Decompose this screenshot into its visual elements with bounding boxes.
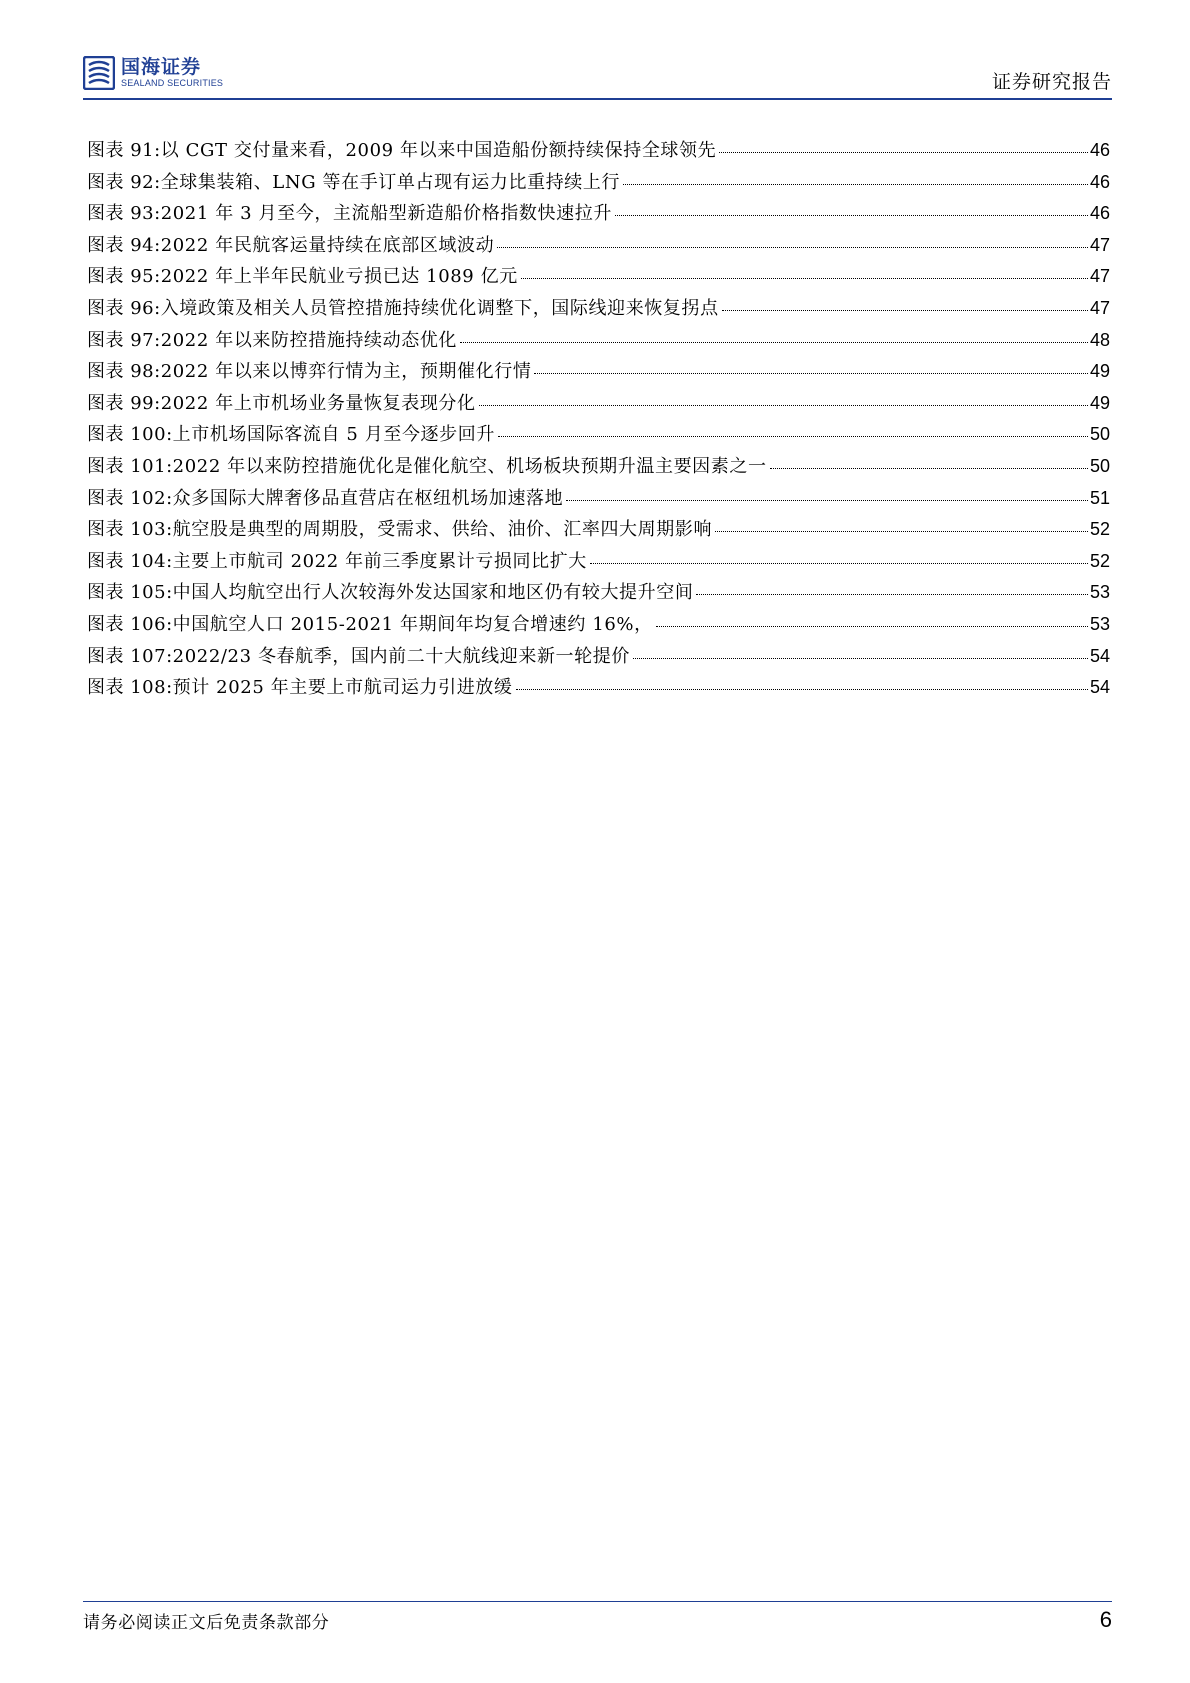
toc-entry[interactable] (87, 547, 1110, 579)
toc-dot-leader (460, 342, 1088, 343)
toc-entry-label: 图表 107: (87, 645, 173, 667)
toc-entry-label: 图表 103: (87, 519, 173, 541)
toc-entry-title: 预计 2025 年主要上市航司运力引进放缓 (172, 677, 513, 699)
toc-entry-label: 图表 91: (87, 140, 161, 161)
toc-entry-page: 46 (1089, 171, 1110, 192)
toc-entry-label: 图表 108: (87, 677, 173, 699)
toc-entry-title: 入境政策及相关人员管控措施持续优化调整下，国际线迎来恢复拐点 (160, 297, 719, 319)
toc-entry[interactable] (87, 515, 1110, 547)
page-header (83, 52, 1112, 98)
toc-entry-title: 2022 年以来防控措施优化是催化航空、机场板块预期升温主要因素之一 (172, 455, 767, 477)
toc-entry-label: 图表 100: (87, 424, 173, 446)
disclaimer-note: 请务必阅读正文后免责条款部分 (83, 1613, 330, 1633)
toc-entry-page: 46 (1089, 203, 1110, 224)
toc-entry-page: 50 (1089, 424, 1110, 445)
toc-entry-title: 2022 年上半年民航业亏损已达 1089 亿元 (160, 266, 518, 288)
toc-dot-leader (516, 689, 1088, 690)
toc-dot-leader (633, 658, 1088, 659)
toc-entry-label: 图表 98: (87, 361, 161, 383)
toc-entry-title: 2022 年上市机场业务量恢复表现分化 (160, 392, 476, 414)
toc-entry-label: 图表 106: (87, 613, 173, 635)
toc-entry-label: 图表 102: (87, 487, 173, 509)
toc-entry-label: 图表 93: (87, 203, 161, 225)
toc-entry-title: 2022 年以来防控措施持续动态优化 (160, 329, 458, 351)
toc-entry[interactable] (87, 294, 1110, 326)
toc-entry-title: 众多国际大牌奢侈品直营店在枢纽机场加速落地 (172, 487, 564, 509)
toc-entry-page: 46 (1089, 140, 1110, 160)
toc-entry-label: 图表 94: (87, 234, 161, 256)
figure-index-list (87, 136, 1110, 705)
sealand-logo-icon (83, 56, 115, 90)
report-type-label: 证券研究报告 (991, 71, 1112, 93)
toc-dot-leader (722, 310, 1088, 311)
toc-entry-page: 47 (1089, 266, 1110, 287)
toc-dot-leader (590, 563, 1088, 564)
toc-entry-title: 2022 年民航客运量持续在底部区域波动 (160, 234, 495, 256)
toc-entry-page: 53 (1089, 613, 1110, 634)
toc-entry-page: 50 (1089, 455, 1110, 476)
company-logo (83, 56, 223, 94)
toc-entry-title: 全球集装箱、LNG 等在手订单占现有运力比重持续上行 (160, 171, 621, 193)
toc-dot-leader (656, 626, 1088, 627)
toc-entry-label: 图表 96: (87, 297, 161, 319)
toc-entry[interactable] (87, 262, 1110, 294)
toc-entry-page: 51 (1089, 487, 1110, 508)
toc-dot-leader (566, 500, 1088, 501)
toc-entry[interactable] (87, 578, 1110, 610)
toc-entry-page: 54 (1089, 677, 1110, 698)
toc-entry-label: 图表 92: (87, 171, 161, 193)
toc-entry-page: 52 (1089, 550, 1110, 571)
toc-dot-leader (479, 405, 1088, 406)
toc-entry-label: 图表 97: (87, 329, 161, 351)
toc-dot-leader (696, 594, 1088, 595)
toc-entry-page: 49 (1089, 361, 1110, 382)
toc-dot-leader (719, 152, 1088, 153)
toc-entry-page: 49 (1089, 392, 1110, 413)
toc-entry-title: 中国航空人口 2015-2021 年期间年均复合增速约 16%， (172, 613, 653, 635)
toc-entry-label: 图表 99: (87, 392, 161, 414)
toc-entry-title: 2022 年以来以博弈行情为主，预期催化行情 (160, 361, 532, 383)
toc-entry-page: 47 (1089, 234, 1110, 255)
toc-entry-label: 图表 101: (87, 455, 173, 477)
toc-entry-label: 图表 105: (87, 582, 173, 604)
toc-entry-page: 52 (1089, 519, 1110, 540)
company-name-en: SEALAND SECURITIES (121, 78, 224, 88)
toc-dot-leader (715, 531, 1088, 532)
toc-dot-leader (770, 468, 1088, 469)
toc-dot-leader (498, 436, 1088, 437)
toc-entry[interactable] (87, 484, 1110, 516)
toc-entry-page: 48 (1089, 329, 1110, 350)
toc-entry-title: 2022/23 冬春航季，国内前二十大航线迎来新一轮提价 (172, 645, 630, 667)
toc-entry[interactable] (87, 136, 1110, 168)
page-number: 6 (1099, 1607, 1112, 1632)
toc-dot-leader (521, 278, 1088, 279)
toc-entry[interactable] (87, 389, 1110, 421)
toc-entry[interactable] (87, 231, 1110, 263)
toc-dot-leader (534, 373, 1088, 374)
toc-dot-leader (497, 247, 1088, 248)
toc-entry-title: 以 CGT 交付量来看，2009 年以来中国造船份额持续保持全球领先 (160, 140, 717, 161)
toc-entry[interactable] (87, 420, 1110, 452)
toc-entry-title: 中国人均航空出行人次较海外发达国家和地区仍有较大提升空间 (172, 582, 694, 604)
toc-entry[interactable] (87, 168, 1110, 200)
company-name-cn: 国海证券 (121, 56, 202, 78)
toc-entry-title: 2021 年 3 月至今，主流船型新造船价格指数快速拉升 (160, 203, 612, 225)
toc-entry-page: 53 (1089, 582, 1110, 603)
toc-dot-leader (615, 215, 1088, 216)
toc-entry[interactable] (87, 357, 1110, 389)
toc-entry-page: 54 (1089, 645, 1110, 666)
toc-entry-page: 47 (1089, 297, 1110, 318)
toc-entry[interactable] (87, 199, 1110, 231)
footer-divider (83, 1601, 1112, 1602)
toc-entry-label: 图表 95: (87, 266, 161, 288)
toc-dot-leader (623, 184, 1088, 185)
toc-entry[interactable] (87, 642, 1110, 674)
toc-entry-title: 上市机场国际客流自 5 月至今逐步回升 (172, 424, 495, 446)
toc-entry[interactable] (87, 452, 1110, 484)
toc-entry[interactable] (87, 673, 1110, 705)
toc-entry[interactable] (87, 610, 1110, 642)
header-divider (83, 98, 1112, 100)
logo-text (121, 56, 223, 89)
toc-entry-title: 航空股是典型的周期股，受需求、供给、油价、汇率四大周期影响 (172, 519, 713, 541)
toc-entry-label: 图表 104: (87, 550, 173, 572)
toc-entry[interactable] (87, 326, 1110, 358)
toc-entry-title: 主要上市航司 2022 年前三季度累计亏损同比扩大 (172, 550, 587, 572)
